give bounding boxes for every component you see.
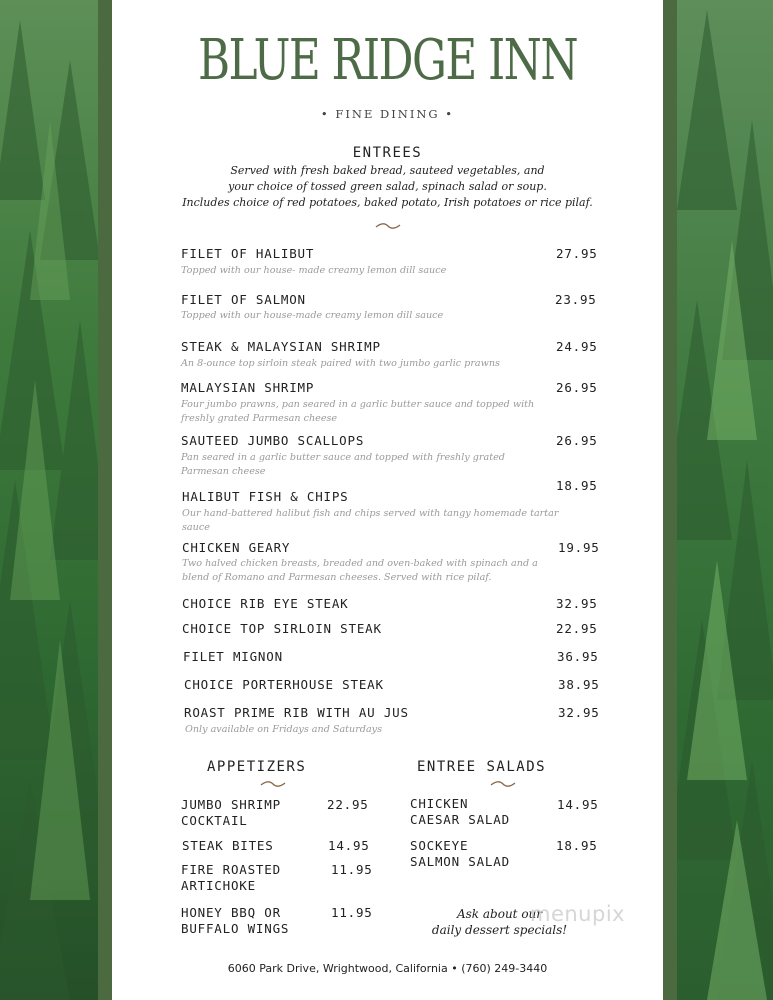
- item-name: [410, 838, 510, 870]
- menu-page: [112, 0, 663, 1000]
- dessert-note-line: Ask about our: [456, 907, 543, 921]
- item-price: 27.95: [556, 246, 598, 261]
- item-name-line: COCKTAIL: [181, 813, 248, 828]
- item-name: CHICKEN GEARY: [182, 540, 291, 555]
- item-price: 11.95: [331, 905, 373, 920]
- item-price: 23.95: [555, 292, 597, 307]
- item-name-line: CHICKEN: [410, 796, 469, 811]
- pine-trees-illustration: [0, 0, 98, 1000]
- item-name-line: SOCKEYE: [410, 838, 469, 853]
- item-price: 22.95: [556, 621, 598, 636]
- item-name: MALAYSIAN SHRIMP: [181, 380, 315, 395]
- item-name: FILET MIGNON: [183, 649, 283, 664]
- item-description: Four jumbo prawns, pan seared in a garlic butter sauce and topped with freshly grated Parmesan cheese: [181, 399, 535, 424]
- item-name: [181, 797, 281, 829]
- item-name: FILET OF HALIBUT: [181, 246, 315, 261]
- item-name-line: ARTICHOKE: [181, 878, 256, 893]
- item-name: CHOICE PORTERHOUSE STEAK: [184, 677, 384, 692]
- item-price: 32.95: [558, 705, 600, 720]
- item-name: [410, 796, 510, 828]
- item-name-line: BUFFALO WINGS: [181, 921, 290, 936]
- item-name: STEAK & MALAYSIAN SHRIMP: [181, 339, 381, 354]
- item-name: ROAST PRIME RIB WITH AU JUS: [184, 705, 409, 720]
- address-footer: 6060 Park Drive, Wrightwood, California • (760) 249-3440: [227, 962, 548, 975]
- watermark-text: menupix: [530, 902, 626, 926]
- entrees-intro-line: Served with fresh baked bread, sauteed vegetables, and: [230, 164, 545, 177]
- ornament-flourish-icon: [260, 780, 286, 788]
- restaurant-name: BLUE RIDGE INN: [198, 28, 577, 93]
- entrees-intro-line: Includes choice of red potatoes, baked potato, Irish potatoes or rice pilaf.: [182, 196, 593, 209]
- item-price: 18.95: [556, 838, 598, 853]
- item-name: CHOICE TOP SIRLOIN STEAK: [182, 621, 382, 636]
- item-name: HALIBUT FISH & CHIPS: [182, 489, 349, 504]
- frame-border-right: [663, 0, 677, 1000]
- item-price: 26.95: [556, 380, 598, 395]
- item-description: Our hand-battered halibut fish and chips served with tangy homemade tartar sauce: [182, 508, 559, 533]
- item-price: 26.95: [556, 433, 598, 448]
- appetizers-heading: APPETIZERS: [207, 759, 307, 775]
- entrees-intro: [112, 163, 663, 211]
- item-price: 36.95: [557, 649, 599, 664]
- item-name: [182, 838, 274, 854]
- item-price: 14.95: [557, 797, 599, 812]
- item-price: 32.95: [556, 596, 598, 611]
- frame-border-left: [98, 0, 112, 1000]
- item-name-line: HONEY BBQ OR: [181, 905, 281, 920]
- item-price: 22.95: [327, 797, 369, 812]
- item-name-line: STEAK BITES: [182, 838, 274, 853]
- item-description: An 8-ounce top sirloin steak paired with two jumbo garlic prawns: [181, 358, 500, 369]
- item-price: 18.95: [556, 478, 598, 493]
- item-description: Topped with our house- made creamy lemon dill sauce: [181, 265, 447, 276]
- item-name: [181, 905, 289, 937]
- item-name-line: CAESAR SALAD: [410, 812, 510, 827]
- pine-trees-illustration: [677, 0, 773, 1000]
- item-description: Only available on Fridays and Saturdays: [185, 724, 383, 735]
- item-description: Pan seared in a garlic butter sauce and topped with freshly grated Parmesan cheese: [181, 452, 505, 477]
- item-price: 14.95: [328, 838, 370, 853]
- item-price: 38.95: [558, 677, 600, 692]
- item-description: Topped with our house-made creamy lemon dill sauce: [181, 310, 444, 321]
- restaurant-tagline: • FINE DINING •: [320, 107, 455, 121]
- item-description: Two halved chicken breasts, breaded and oven-baked with spinach and a blend of Romano and Parmesan cheeses. Served with rice pilaf.: [182, 558, 538, 583]
- item-price: 24.95: [556, 339, 598, 354]
- entrees-heading: ENTREES: [352, 145, 423, 161]
- forest-background-left: [0, 0, 98, 1000]
- item-name: CHOICE RIB EYE STEAK: [182, 596, 349, 611]
- forest-background-right: [677, 0, 773, 1000]
- item-name: SAUTEED JUMBO SCALLOPS: [181, 433, 365, 448]
- item-name-line: JUMBO SHRIMP: [181, 797, 281, 812]
- ornament-flourish-icon: [490, 780, 516, 788]
- item-name-line: SALMON SALAD: [410, 854, 510, 869]
- item-price: 19.95: [558, 540, 600, 555]
- entree-salads-heading: ENTREE SALADS: [417, 759, 547, 775]
- dessert-note-line: daily dessert specials!: [431, 923, 568, 937]
- item-price: 11.95: [331, 862, 373, 877]
- item-name-line: FIRE ROASTED: [181, 862, 281, 877]
- entrees-intro-line: your choice of tossed green salad, spinach salad or soup.: [228, 180, 547, 193]
- ornament-flourish-icon: [375, 222, 401, 230]
- item-name: FILET OF SALMON: [181, 292, 306, 307]
- item-name: [181, 862, 281, 894]
